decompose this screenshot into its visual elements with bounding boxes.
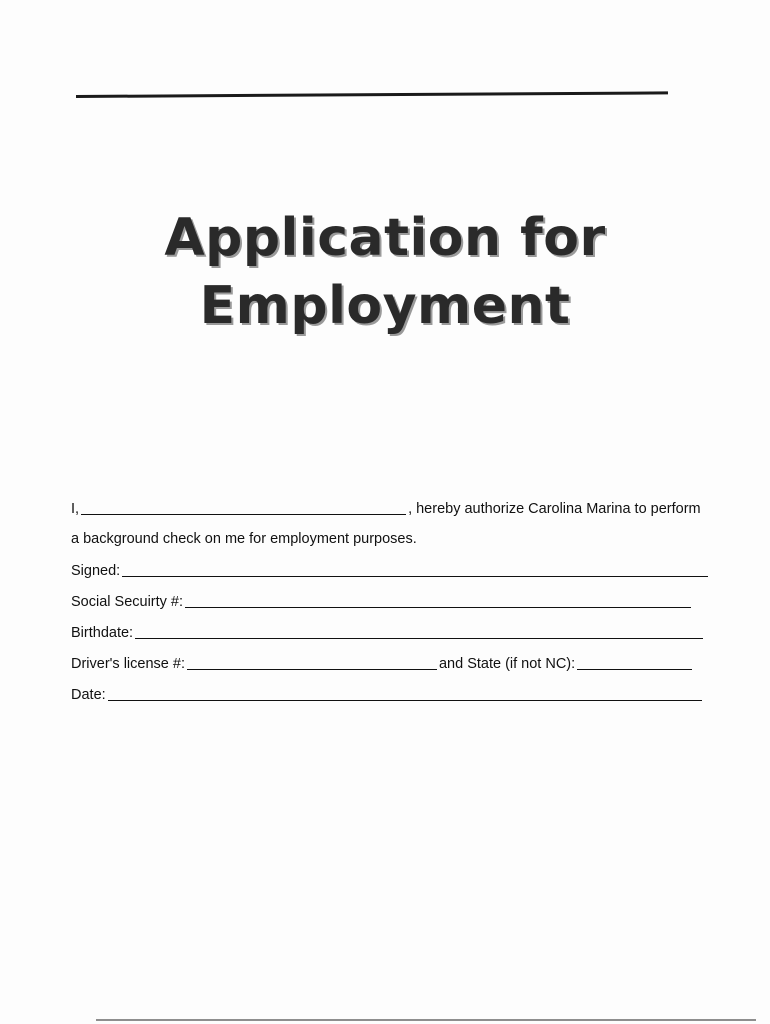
top-horizontal-rule (76, 91, 668, 98)
birthdate-row (71, 624, 705, 641)
license-label: Driver's license #: (71, 656, 185, 672)
signed-label: Signed: (71, 563, 121, 579)
birthdate-field[interactable] (135, 624, 703, 639)
ssn-field[interactable] (185, 593, 691, 608)
state-label: and State (if not NC): (438, 656, 576, 672)
authorization-statement-line-2 (71, 531, 417, 547)
applicant-name-field[interactable] (81, 500, 406, 515)
license-row (71, 655, 694, 672)
license-state-field[interactable] (577, 655, 692, 670)
page-title (0, 204, 770, 340)
title-line-2: Employment (199, 276, 571, 336)
bottom-edge-rule (96, 1019, 756, 1021)
title-line-1: Application for (164, 208, 606, 268)
statement-continuation: a background check on me for employment purposes. (71, 531, 417, 547)
signature-field[interactable] (122, 562, 708, 577)
statement-prefix: I, (71, 501, 80, 517)
ssn-label: Social Secuirty #: (71, 594, 184, 610)
birthdate-label: Birthdate: (71, 625, 134, 641)
signature-row (71, 562, 710, 579)
date-field[interactable] (108, 686, 702, 701)
license-number-field[interactable] (187, 655, 437, 670)
statement-suffix: , hereby authorize Carolina Marina to perform (408, 501, 701, 517)
authorization-statement-line (71, 500, 701, 517)
date-label: Date: (71, 687, 106, 703)
date-row (71, 686, 704, 703)
ssn-row (71, 593, 693, 610)
